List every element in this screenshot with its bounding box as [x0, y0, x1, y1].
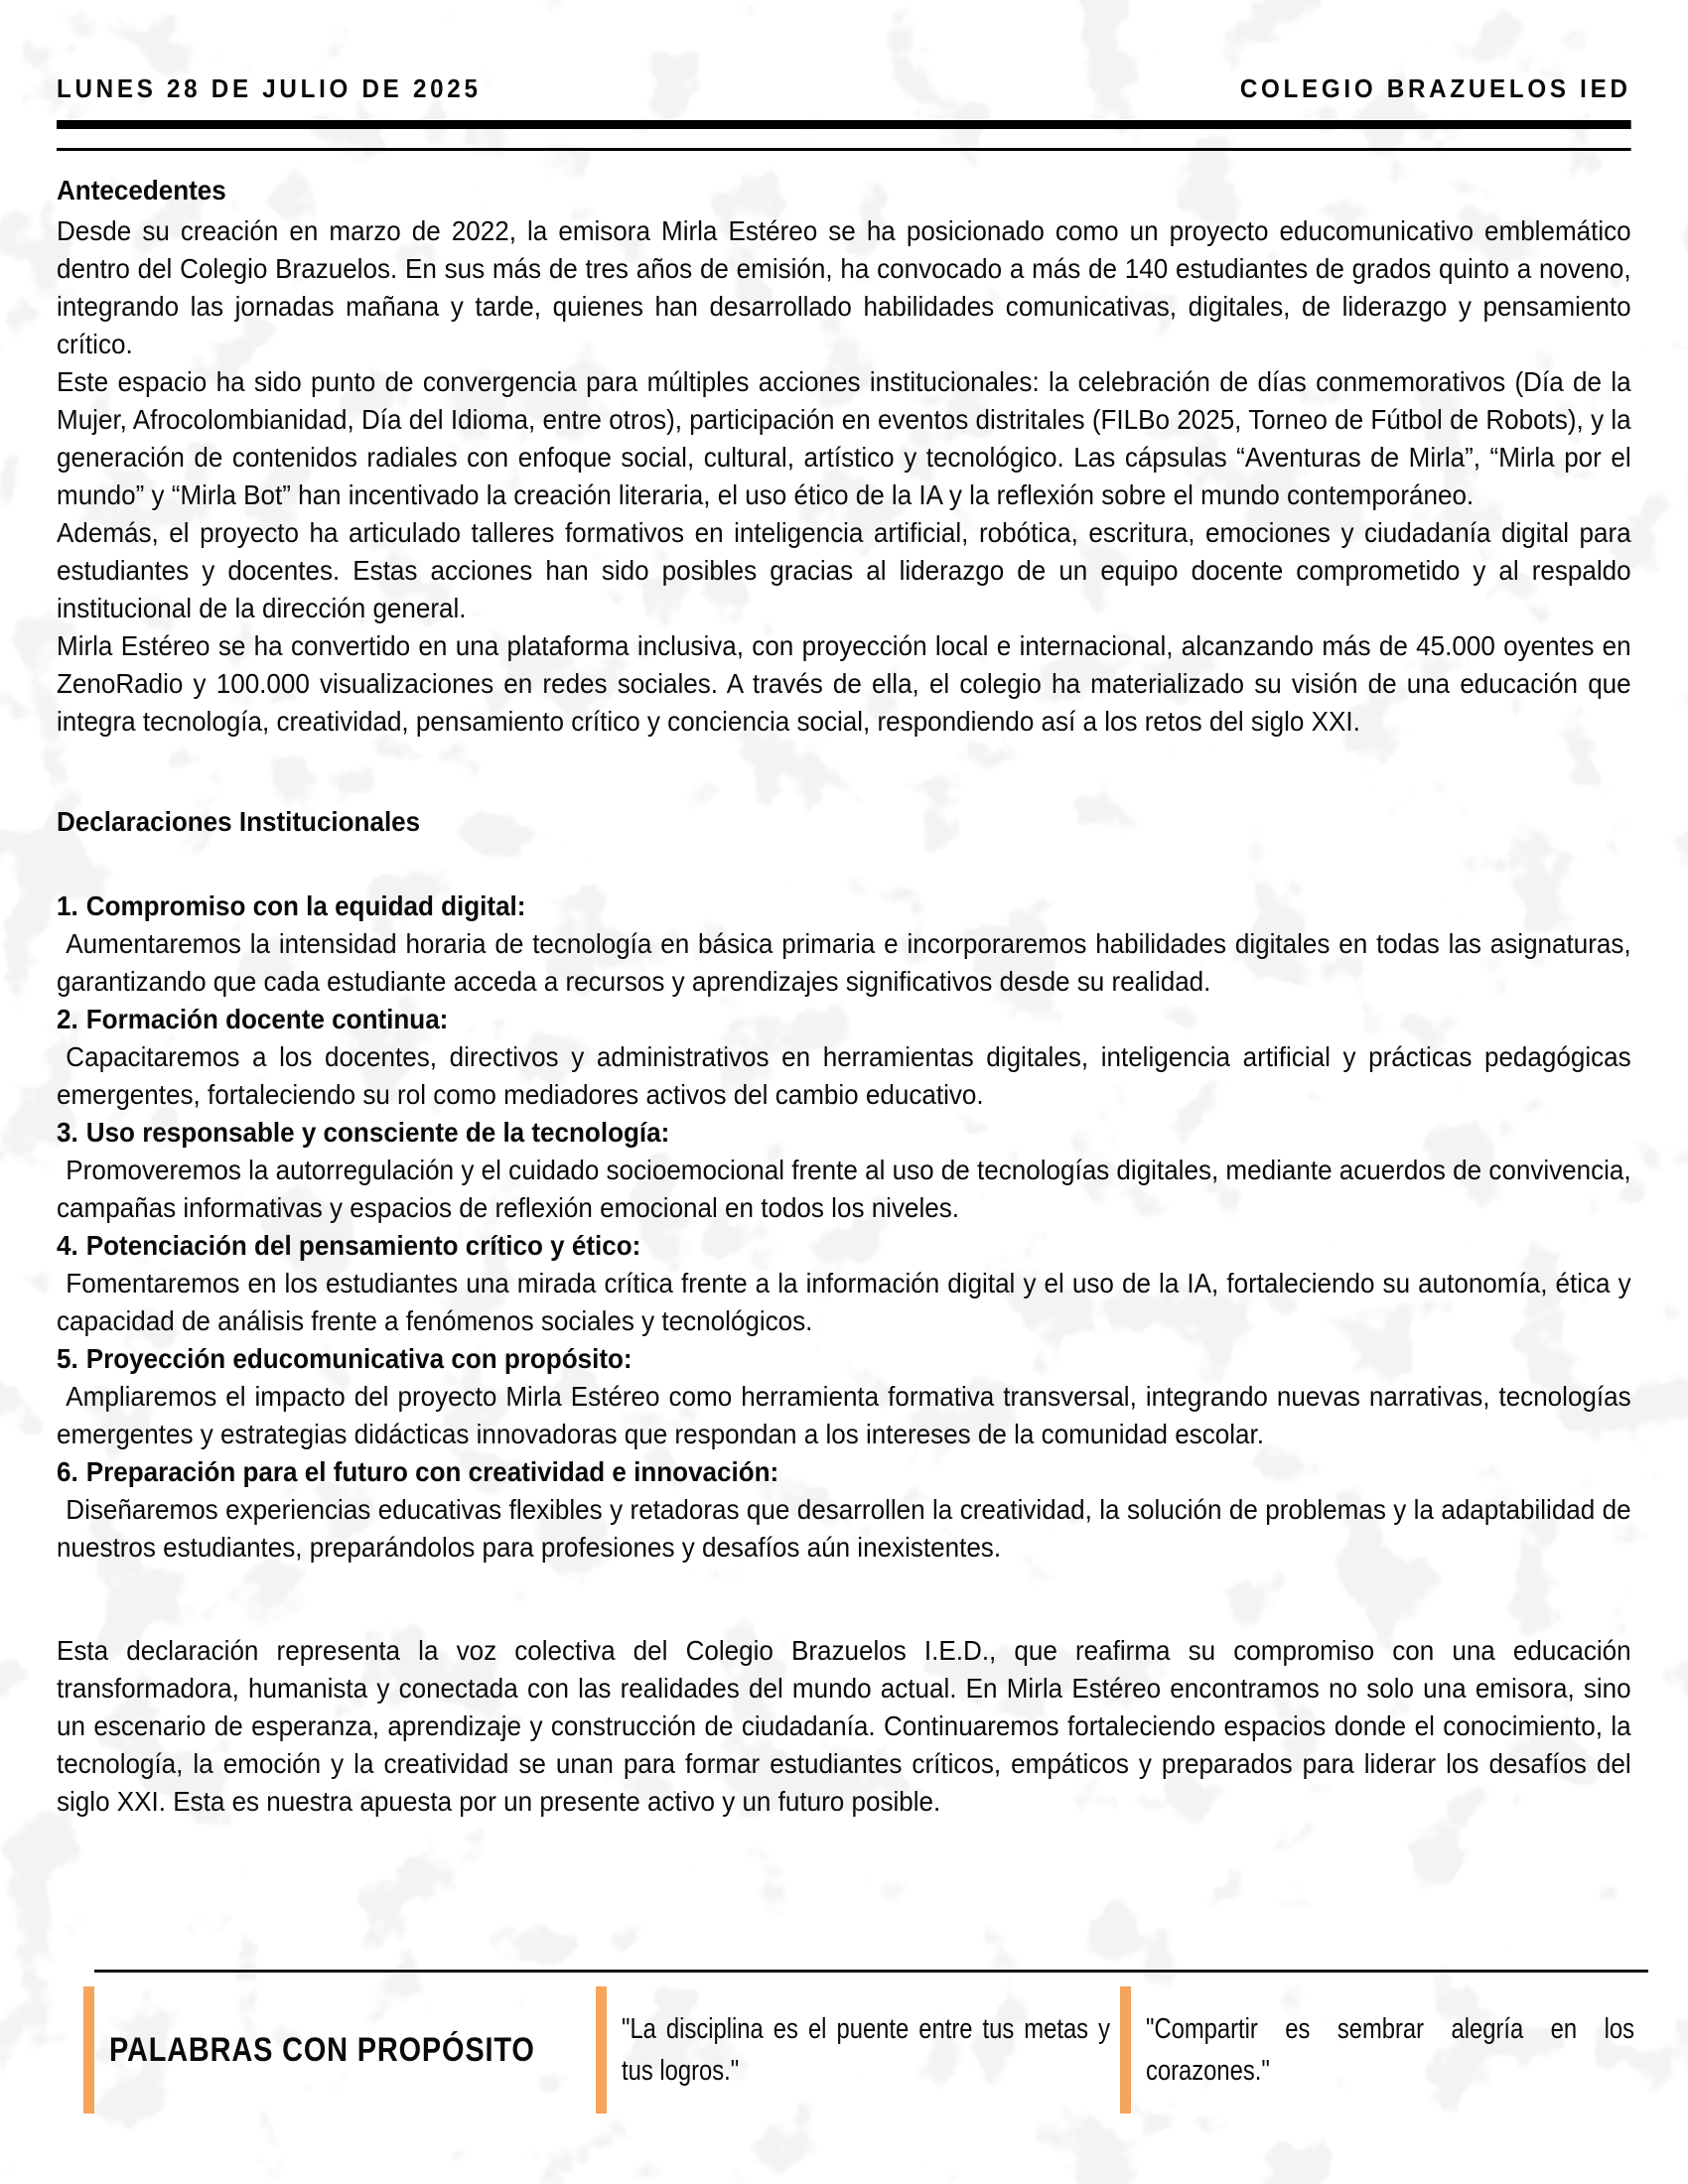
- declaration-title-row: [57, 887, 1631, 925]
- antecedentes-paragraph: Desde su creación en marzo de 2022, la emisora Mirla Estéreo se ha posicionado como un proyecto educomunicativo emblemático dentro del Colegio Brazuelos. En sus más de tres años de emisión, ha convocado a más de 140 estudiantes de grados quinto a noveno, integrando las jornadas mañana y tarde, quienes han desarrollado habilidades comunicativas, digitales, de liderazgo y pensamiento crítico.: [57, 215, 1631, 359]
- declaration-number: 3.: [57, 1117, 78, 1148]
- declaration-title: Compromiso con la equidad digital:: [85, 890, 526, 921]
- masthead-rule-thin: [57, 148, 1631, 151]
- accent-bar: [1120, 1986, 1131, 2114]
- footer-quote-block: [1120, 1986, 1688, 2114]
- declaration-item: [57, 1453, 1631, 1567]
- declaration-title: Preparación para el futuro con creatividad e innovación:: [85, 1456, 779, 1487]
- declaration-number: 5.: [57, 1343, 78, 1374]
- declaration-title-row: [57, 1114, 1631, 1152]
- declaration-item: [57, 1001, 1631, 1114]
- declaration-body: Capacitaremos a los docentes, directivos y administrativos en herramientas digitales, inteligencia artificial y prácticas pedagógicas emergentes, fortaleciendo su rol como mediadores activos del cambio educativo.: [57, 1041, 1631, 1110]
- declaration-number: 4.: [57, 1230, 78, 1261]
- antecedentes-paragraph: Además, el proyecto ha articulado talleres formativos en inteligencia artificial, robótica, escritura, emociones y ciudadanía digital para estudiantes y docentes. Estas acciones han sido posibles gracias al liderazgo de un equipo docente comprometido y al respaldo institucional de la dirección general.: [57, 517, 1631, 623]
- masthead-school: COLEGIO BRAZUELOS IED: [1239, 73, 1631, 103]
- article-content: [57, 0, 1631, 1821]
- footer-title-block: [83, 1986, 610, 2114]
- declaration-item: [57, 887, 1631, 1001]
- footer-section-title: PALABRAS CON PROPÓSITO: [109, 2030, 535, 2069]
- declaration-number: 6.: [57, 1456, 78, 1487]
- declaration-number: 2.: [57, 1004, 78, 1034]
- declaration-body: Diseñaremos experiencias educativas flexibles y retadoras que desarrollen la creatividad, la solución de problemas y la adaptabilidad de nuestros estudiantes, preparándolos para profesiones y desafíos aún inexistentes.: [57, 1494, 1631, 1563]
- declaration-title: Potenciación del pensamiento crítico y ético:: [85, 1230, 641, 1261]
- accent-bar: [83, 1986, 94, 2114]
- accent-bar: [596, 1986, 607, 2114]
- declaration-title-row: [57, 1001, 1631, 1038]
- masthead-date: LUNES 28 DE JULIO DE 2025: [57, 73, 482, 103]
- antecedentes-paragraph: Mirla Estéreo se ha convertido en una plataforma inclusiva, con proyección local e internacional, alcanzando más de 45.000 oyentes en ZenoRadio y 100.000 visualizaciones en redes sociales. A través de ella, el colegio ha materializado su visión de una educación que integra tecnología, creatividad, pensamiento crítico y conciencia social, respondiendo así a los retos del siglo XXI.: [57, 630, 1631, 737]
- declaration-title: Uso responsable y consciente de la tecnología:: [85, 1117, 670, 1148]
- declaration-item: [57, 1340, 1631, 1453]
- antecedentes-heading: Antecedentes: [57, 175, 226, 205]
- closing-paragraph: Esta declaración representa la voz colectiva del Colegio Brazuelos I.E.D., que reafirma su compromiso con una educación transformadora, humanista y conectada con las realidades del mundo actual. En Mirla Estéreo encontramos no solo una emisora, sino un escenario de esperanza, aprendizaje y construcción de ciudadanía. Continuaremos fortaleciendo espacios donde el conocimiento, la tecnología, la emoción y la creatividad se unan para formar estudiantes críticos, empáticos y preparados para liderar los desafíos del siglo XXI. Esta es nuestra apuesta por un presente activo y un futuro posible.: [57, 1635, 1631, 1817]
- declaration-title: Formación docente continua:: [85, 1004, 449, 1034]
- declaration-title-row: [57, 1340, 1631, 1378]
- declaration-body: Aumentaremos la intensidad horaria de tecnología en básica primaria e incorporaremos habilidades digitales en todas las asignaturas, garantizando que cada estudiante acceda a recursos y aprendizajes significativos desde su realidad.: [57, 928, 1631, 997]
- declaration-body: Fomentaremos en los estudiantes una mirada crítica frente a la información digital y el uso de la IA, fortaleciendo su autonomía, ética y capacidad de análisis frente a fenómenos sociales y tecnológicos.: [57, 1268, 1631, 1336]
- declaration-item: [57, 1114, 1631, 1227]
- declaration-title-row: [57, 1453, 1631, 1491]
- masthead: [57, 0, 1631, 102]
- declaration-number: 1.: [57, 890, 78, 921]
- declarations-list: [57, 887, 1631, 1567]
- declaration-title: Proyección educomunicativa con propósito:: [85, 1343, 633, 1374]
- declaration-title-row: [57, 1227, 1631, 1265]
- masthead-rule-thick: [57, 120, 1631, 129]
- declaration-body: Promoveremos la autorregulación y el cuidado socioemocional frente al uso de tecnologías digitales, mediante acuerdos de convivencia, campañas informativas y espacios de reflexión emocional en todos los niveles.: [57, 1155, 1631, 1223]
- quote-text: "La disciplina es el puente entre tus metas y tus logros.": [622, 2013, 1110, 2087]
- antecedentes-paragraph: Este espacio ha sido punto de convergencia para múltiples acciones institucionales: la celebración de días conmemorativos (Día de la Mujer, Afrocolombianidad, Día del Idioma, entre otros), participación en eventos distritales (FILBo 2025, Torneo de Fútbol de Robots), y la generación de contenidos radiales con enfoque social, cultural, artístico y tecnológico. Las cápsulas “Aventuras de Mirla”, “Mirla por el mundo” y “Mirla Bot” han incentivado la creación literaria, el uso ético de la IA y la reflexión sobre el mundo contemporáneo.: [57, 366, 1631, 510]
- declaration-body: Ampliaremos el impacto del proyecto Mirla Estéreo como herramienta formativa transversal, integrando nuevas narrativas, tecnologías emergentes y estrategias didácticas innovadoras que respondan a los intereses de la comunidad escolar.: [57, 1381, 1631, 1449]
- footer-rule: [94, 1970, 1648, 1973]
- quote-text: "Compartir es sembrar alegría en los corazones.": [1146, 2013, 1634, 2087]
- declaraciones-heading: Declaraciones Institucionales: [57, 806, 421, 837]
- declaration-item: [57, 1227, 1631, 1340]
